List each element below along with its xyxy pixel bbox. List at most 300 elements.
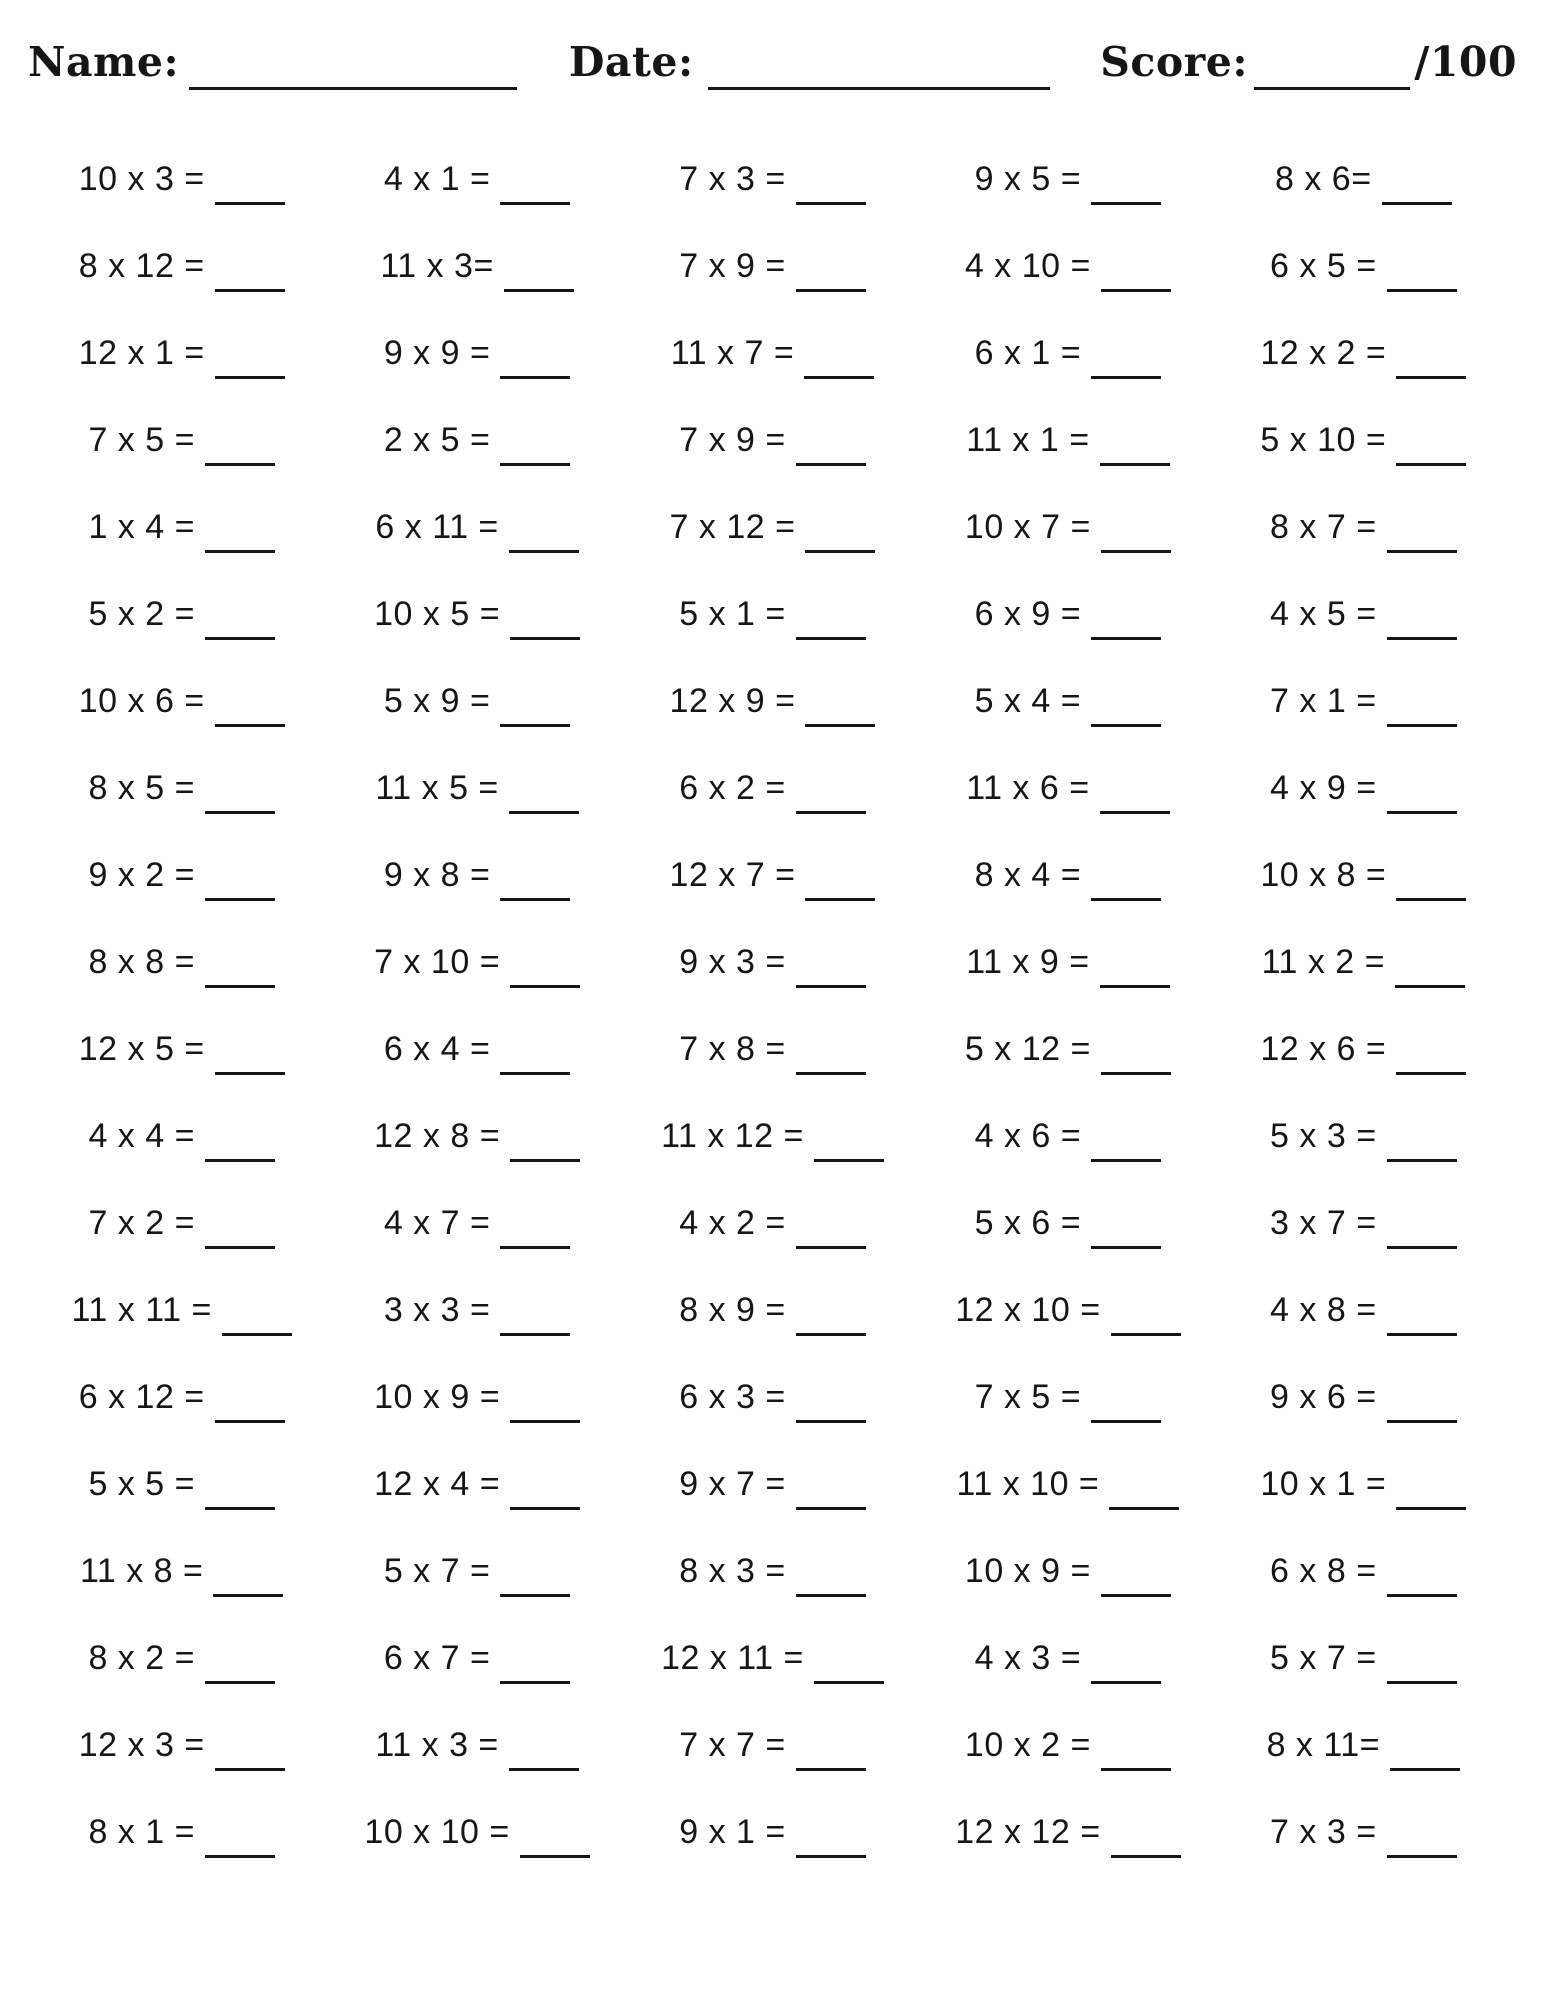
problem-text: 11 x 7 = [670, 333, 795, 372]
problem-cell [1270, 766, 1457, 808]
problem-cell [384, 1549, 571, 1591]
problem-text: 12 x 4 = [374, 1464, 501, 1503]
answer-blank [1387, 1825, 1457, 1858]
problem-text: 9 x 2 = [88, 855, 195, 894]
problem-cell [679, 157, 866, 199]
problem-text: 6 x 11 = [375, 507, 499, 546]
problem-text: 12 x 11 = [661, 1638, 804, 1677]
problem-text: 8 x 12 = [78, 246, 205, 285]
problem-text: 10 x 10 = [364, 1812, 510, 1851]
problem-text: 5 x 5 = [88, 1464, 195, 1503]
problem-text: 10 x 1 = [1260, 1464, 1387, 1503]
problem-text: 1 x 4 = [88, 507, 195, 546]
problem-cell [374, 592, 580, 634]
problem-cell [679, 244, 866, 286]
problem-cell [384, 157, 571, 199]
problem-cell [1270, 1375, 1457, 1417]
problem-text: 10 x 8 = [1260, 855, 1387, 894]
problem-text: 4 x 10 = [964, 246, 1091, 285]
answer-blank [796, 172, 866, 205]
problem-cell [1260, 1027, 1466, 1069]
problem-text: 11 x 6 = [966, 768, 1090, 807]
answer-blank [510, 955, 580, 988]
problem-cell [374, 1114, 580, 1156]
problem-text: 9 x 6 = [1270, 1377, 1377, 1416]
answer-blank [500, 1216, 570, 1249]
answer-blank [510, 607, 580, 640]
answer-blank [205, 433, 275, 466]
answer-blank [1101, 1738, 1171, 1771]
name-blank-line [189, 77, 517, 90]
answer-blank [1111, 1303, 1181, 1336]
problem-cell [88, 1114, 275, 1156]
problem-cell [79, 1375, 285, 1417]
score-label: Score: [1100, 38, 1249, 86]
problem-cell [670, 505, 876, 547]
answer-blank [205, 1651, 275, 1684]
problem-cell [1260, 418, 1466, 460]
problem-cell [679, 1027, 866, 1069]
problem-cell [374, 1462, 580, 1504]
problem-text: 11 x 2 = [1261, 942, 1385, 981]
problem-cell [88, 1462, 275, 1504]
problem-cell [975, 1201, 1162, 1243]
answer-blank [215, 346, 285, 379]
problem-text: 5 x 7 = [1270, 1638, 1377, 1677]
problem-text: 8 x 1 = [88, 1812, 195, 1851]
problem-cell [375, 766, 578, 808]
answer-blank [805, 868, 875, 901]
answer-blank [510, 1390, 580, 1423]
problem-text: 10 x 2 = [964, 1725, 1091, 1764]
problem-cell [679, 1462, 866, 1504]
answer-blank [1396, 433, 1466, 466]
problem-text: 10 x 3 = [78, 159, 205, 198]
problem-cell [1270, 244, 1457, 286]
problem-cell [671, 331, 874, 373]
answer-blank [1396, 868, 1466, 901]
answer-blank [1091, 172, 1161, 205]
answer-blank [500, 172, 570, 205]
problem-text: 12 x 7 = [669, 855, 796, 894]
problem-cell [975, 1114, 1162, 1156]
problem-text: 11 x 12 = [661, 1116, 804, 1155]
answer-blank [205, 781, 275, 814]
answer-blank [520, 1825, 590, 1858]
problem-cell [679, 1288, 866, 1330]
problem-text: 11 x 3 = [375, 1725, 499, 1764]
problem-text: 6 x 2 = [679, 768, 786, 807]
problem-text: 4 x 9 = [1270, 768, 1377, 807]
problem-text: 8 x 2 = [88, 1638, 195, 1677]
problem-text: 4 x 1 = [383, 159, 491, 198]
answer-blank [796, 433, 866, 466]
problem-text: 7 x 3 = [1270, 1812, 1377, 1851]
problem-text: 7 x 1 = [1270, 681, 1377, 720]
problem-cell [88, 940, 275, 982]
problem-text: 7 x 9 = [679, 246, 786, 285]
problem-cell [384, 853, 571, 895]
problem-text: 7 x 5 = [88, 420, 195, 459]
problem-cell [1270, 1288, 1457, 1330]
answer-blank [796, 1216, 866, 1249]
problem-cell [1270, 1114, 1457, 1156]
problem-cell [1270, 505, 1457, 547]
problem-cell [966, 766, 1169, 808]
problem-text: 12 x 2 = [1260, 333, 1387, 372]
answer-blank [796, 1303, 866, 1336]
problem-text: 9 x 7 = [679, 1464, 786, 1503]
problem-cell [88, 592, 275, 634]
answer-blank [1091, 694, 1161, 727]
problem-cell [965, 244, 1171, 286]
problem-cell [679, 1549, 866, 1591]
answer-blank [1390, 1738, 1460, 1771]
problem-text: 8 x 5 = [88, 768, 195, 807]
answer-blank [1387, 781, 1457, 814]
problem-text: 8 x 11= [1266, 1725, 1381, 1764]
answer-blank [205, 868, 275, 901]
problem-text: 10 x 5 = [374, 594, 501, 633]
problem-cell [79, 1027, 285, 1069]
answer-blank [205, 607, 275, 640]
problem-text: 11 x 1 = [966, 420, 1090, 459]
problem-cell [72, 1288, 292, 1330]
problem-cell [670, 853, 876, 895]
problem-cell [966, 418, 1169, 460]
problem-cell [384, 1201, 571, 1243]
answer-blank [1387, 520, 1457, 553]
answer-blank [500, 1564, 570, 1597]
problem-text: 2 x 5 = [383, 420, 491, 459]
answer-blank [814, 1129, 884, 1162]
problem-text: 8 x 4 = [974, 855, 1082, 894]
problem-text: 10 x 7 = [964, 507, 1091, 546]
problem-cell [374, 940, 580, 982]
answer-blank [215, 1390, 285, 1423]
answer-blank [509, 1738, 579, 1771]
problem-cell [975, 592, 1162, 634]
answer-blank [1100, 433, 1170, 466]
problem-cell [1260, 331, 1466, 373]
problems-grid [28, 134, 1517, 1874]
problem-text: 11 x 5 = [375, 768, 499, 807]
answer-blank [205, 520, 275, 553]
score-denominator: /100 [1414, 38, 1517, 86]
problem-cell [88, 766, 275, 808]
answer-blank [1387, 259, 1457, 292]
problem-text: 4 x 4 = [88, 1116, 195, 1155]
problem-text: 4 x 3 = [974, 1638, 1082, 1677]
answer-blank [1382, 172, 1452, 205]
problem-cell [1270, 1201, 1457, 1243]
answer-blank [1396, 1042, 1466, 1075]
problem-text: 6 x 5 = [1270, 246, 1377, 285]
problem-cell [975, 1636, 1162, 1678]
answer-blank [509, 520, 579, 553]
answer-blank [205, 955, 275, 988]
answer-blank [1100, 781, 1170, 814]
answer-blank [213, 1564, 283, 1597]
problem-cell [679, 1201, 866, 1243]
problem-text: 11 x 11 = [71, 1290, 212, 1329]
problem-cell [375, 505, 578, 547]
problem-text: 5 x 6 = [974, 1203, 1082, 1242]
problem-cell [955, 1288, 1180, 1330]
answer-blank [205, 1477, 275, 1510]
problem-text: 8 x 7 = [1270, 507, 1377, 546]
answer-blank [796, 1564, 866, 1597]
problem-cell [679, 1810, 866, 1852]
answer-blank [500, 1303, 570, 1336]
problem-cell [384, 1288, 571, 1330]
problem-text: 12 x 10 = [955, 1290, 1101, 1329]
problem-cell [965, 505, 1171, 547]
answer-blank [500, 433, 570, 466]
problem-text: 5 x 10 = [1260, 420, 1387, 459]
answer-blank [509, 781, 579, 814]
problem-cell [1262, 940, 1465, 982]
answer-blank [796, 1390, 866, 1423]
problem-text: 11 x 10 = [956, 1464, 1100, 1503]
problem-cell [975, 853, 1162, 895]
problem-text: 6 x 3 = [679, 1377, 786, 1416]
answer-blank [205, 1825, 275, 1858]
answer-blank [500, 346, 570, 379]
answer-blank [215, 1042, 285, 1075]
problem-text: 6 x 4 = [383, 1029, 491, 1068]
answer-blank [215, 259, 285, 292]
problem-cell [88, 1636, 275, 1678]
problem-text: 10 x 9 = [964, 1551, 1091, 1590]
answer-blank [805, 694, 875, 727]
problem-text: 7 x 3 = [679, 159, 786, 198]
problem-cell [1267, 1723, 1460, 1765]
problem-cell [79, 1723, 285, 1765]
problem-cell [375, 1723, 578, 1765]
problem-text: 4 x 5 = [1270, 594, 1377, 633]
answer-blank [205, 1129, 275, 1162]
answer-blank [1091, 607, 1161, 640]
problem-text: 8 x 9 = [679, 1290, 786, 1329]
problem-cell [679, 1375, 866, 1417]
problem-cell [384, 679, 571, 721]
answer-blank [796, 259, 866, 292]
answer-blank [1100, 955, 1170, 988]
problem-text: 9 x 1 = [679, 1812, 786, 1851]
answer-blank [1101, 1564, 1171, 1597]
answer-blank [1091, 1651, 1161, 1684]
answer-blank [796, 955, 866, 988]
answer-blank [1387, 1651, 1457, 1684]
problem-text: 8 x 3 = [679, 1551, 786, 1590]
problem-text: 5 x 9 = [383, 681, 491, 720]
problem-cell [88, 505, 275, 547]
answer-blank [510, 1477, 580, 1510]
problem-text: 10 x 6 = [78, 681, 205, 720]
answer-blank [1091, 868, 1161, 901]
answer-blank [510, 1129, 580, 1162]
problem-text: 12 x 6 = [1260, 1029, 1387, 1068]
answer-blank [1387, 1303, 1457, 1336]
problem-cell [384, 1636, 571, 1678]
problem-text: 8 x 6= [1275, 159, 1372, 198]
problem-text: 5 x 12 = [964, 1029, 1091, 1068]
problem-cell [975, 679, 1162, 721]
answer-blank [500, 694, 570, 727]
problem-text: 7 x 10 = [374, 942, 501, 981]
answer-blank [1101, 520, 1171, 553]
answer-blank [804, 346, 874, 379]
answer-blank [796, 1477, 866, 1510]
answer-blank [215, 1738, 285, 1771]
answer-blank [500, 1651, 570, 1684]
problem-cell [374, 1375, 580, 1417]
answer-blank [1109, 1477, 1179, 1510]
problem-cell [1260, 1462, 1466, 1504]
answer-blank [805, 520, 875, 553]
problem-cell [364, 1810, 589, 1852]
problem-text: 6 x 9 = [974, 594, 1082, 633]
problem-cell [88, 853, 275, 895]
problem-text: 7 x 12 = [669, 507, 796, 546]
problem-cell [1260, 853, 1466, 895]
problem-text: 4 x 8 = [1270, 1290, 1377, 1329]
problem-cell [79, 157, 285, 199]
answer-blank [1387, 1390, 1457, 1423]
answer-blank [796, 781, 866, 814]
problem-text: 9 x 3 = [679, 942, 786, 981]
problem-cell [88, 1201, 275, 1243]
problem-cell [679, 940, 866, 982]
problem-cell [956, 1462, 1179, 1504]
problem-text: 7 x 9 = [679, 420, 786, 459]
answer-blank [1091, 1216, 1161, 1249]
answer-blank [796, 1825, 866, 1858]
problem-cell [384, 418, 571, 460]
problem-cell [79, 331, 285, 373]
problem-text: 8 x 8 = [88, 942, 195, 981]
problem-text: 12 x 9 = [669, 681, 796, 720]
date-blank-line [708, 77, 1051, 90]
answer-blank [1387, 607, 1457, 640]
problem-cell [1270, 679, 1457, 721]
problem-cell [88, 418, 275, 460]
problem-text: 7 x 2 = [88, 1203, 195, 1242]
date-label: Date: [568, 38, 694, 86]
answer-blank [1387, 1564, 1457, 1597]
problem-text: 3 x 7 = [1270, 1203, 1377, 1242]
score-blank-line [1254, 77, 1410, 90]
problem-text: 5 x 3 = [1270, 1116, 1377, 1155]
problem-cell [966, 940, 1169, 982]
problem-text: 10 x 9 = [374, 1377, 501, 1416]
problem-text: 6 x 8 = [1270, 1551, 1377, 1590]
problem-text: 4 x 6 = [974, 1116, 1082, 1155]
problem-text: 6 x 1 = [974, 333, 1082, 372]
answer-blank [1091, 1129, 1161, 1162]
problem-text: 7 x 7 = [679, 1725, 786, 1764]
problem-cell [965, 1723, 1171, 1765]
answer-blank [1091, 1390, 1161, 1423]
problem-text: 9 x 8 = [383, 855, 491, 894]
problem-text: 6 x 7 = [383, 1638, 491, 1677]
problem-cell [1270, 592, 1457, 634]
problem-text: 12 x 5 = [78, 1029, 205, 1068]
problem-text: 5 x 7 = [383, 1551, 491, 1590]
answer-blank [1387, 694, 1457, 727]
problem-text: 7 x 8 = [679, 1029, 786, 1068]
problem-cell [679, 1723, 866, 1765]
problem-cell [679, 766, 866, 808]
problem-cell [955, 1810, 1180, 1852]
problem-text: 7 x 5 = [974, 1377, 1082, 1416]
answer-blank [796, 1042, 866, 1075]
problem-text: 6 x 12 = [78, 1377, 205, 1416]
answer-blank [205, 1216, 275, 1249]
problem-cell [380, 244, 573, 286]
answer-blank [504, 259, 574, 292]
problem-cell [80, 1549, 283, 1591]
answer-blank [796, 607, 866, 640]
name-label: Name: [28, 38, 180, 86]
answer-blank [1111, 1825, 1181, 1858]
problem-cell [679, 418, 866, 460]
problem-text: 9 x 5 = [974, 159, 1082, 198]
problem-cell [965, 1549, 1171, 1591]
answer-blank [1101, 1042, 1171, 1075]
answer-blank [1387, 1129, 1457, 1162]
problem-cell [79, 244, 285, 286]
problem-text: 11 x 8 = [79, 1551, 204, 1590]
problem-cell [679, 592, 866, 634]
problem-text: 4 x 7 = [383, 1203, 491, 1242]
problem-cell [88, 1810, 275, 1852]
answer-blank [215, 172, 285, 205]
problem-cell [975, 331, 1162, 373]
problem-text: 9 x 9 = [383, 333, 491, 372]
problem-cell [975, 1375, 1162, 1417]
answer-blank [1101, 259, 1171, 292]
problem-text: 12 x 8 = [374, 1116, 501, 1155]
answer-blank [500, 868, 570, 901]
problem-text: 11 x 9 = [966, 942, 1090, 981]
answer-blank [215, 694, 285, 727]
answer-blank [814, 1651, 884, 1684]
answer-blank [1091, 346, 1161, 379]
problem-text: 5 x 4 = [974, 681, 1082, 720]
problem-text: 5 x 2 = [88, 594, 195, 633]
problem-text: 5 x 1 = [679, 594, 786, 633]
answer-blank [1387, 1216, 1457, 1249]
problem-cell [965, 1027, 1171, 1069]
problem-cell [1270, 1549, 1457, 1591]
answer-blank [500, 1042, 570, 1075]
problem-cell [384, 1027, 571, 1069]
problem-text: 11 x 3= [380, 246, 494, 285]
problem-text: 4 x 2 = [679, 1203, 786, 1242]
problem-cell [1270, 1636, 1457, 1678]
problem-cell [79, 679, 285, 721]
problem-cell [1270, 1810, 1457, 1852]
problem-cell [670, 679, 876, 721]
problem-text: 12 x 3 = [78, 1725, 205, 1764]
problem-cell [661, 1114, 884, 1156]
answer-blank [1396, 346, 1466, 379]
problem-cell [975, 157, 1162, 199]
answer-blank [222, 1303, 292, 1336]
problem-cell [384, 331, 571, 373]
